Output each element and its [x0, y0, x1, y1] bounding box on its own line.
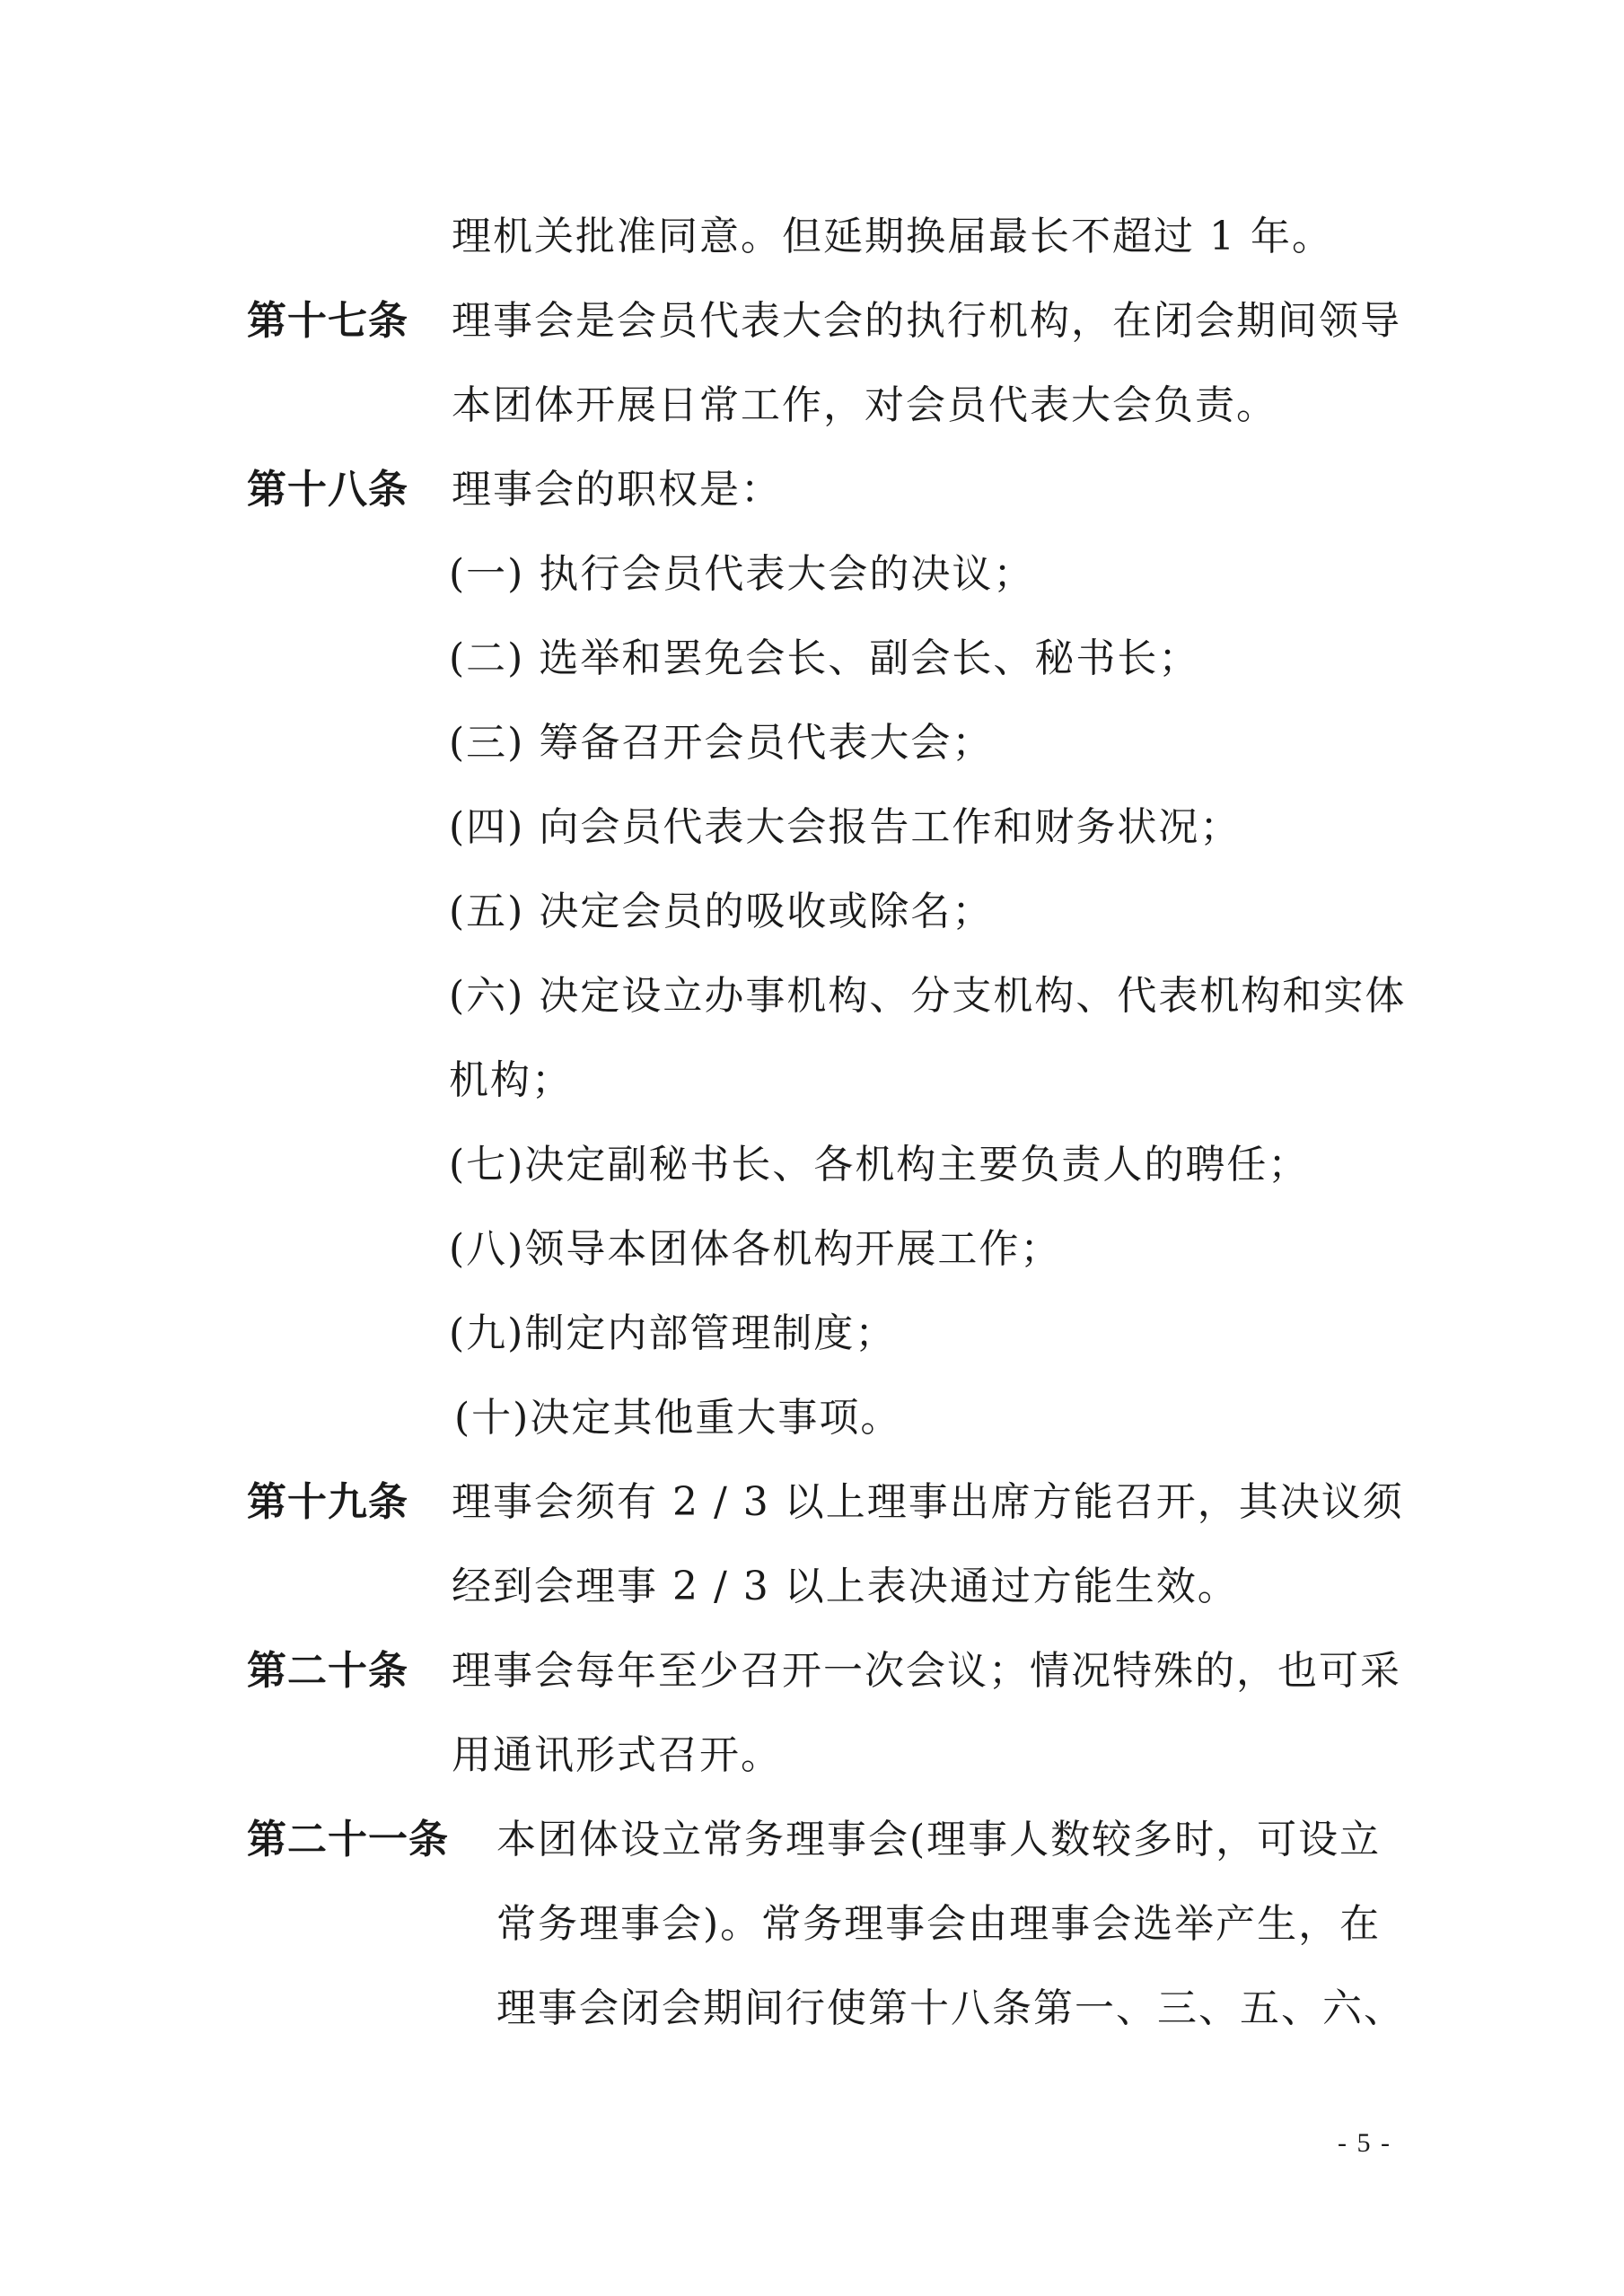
article-19-line-2: 经到会理事 2 / 3 以上表决通过方能生效。: [452, 1564, 1239, 1609]
article-18-item: (十)决定其他重大事项。: [454, 1395, 902, 1441]
article-17-line-1: 理事会是会员代表大会的执行机构，在闭会期间领导: [452, 298, 1401, 344]
article-19-label: 第十九条: [247, 1479, 408, 1525]
article-19-line-1: 理事会须有 2 / 3 以上理事出席方能召开，其决议须: [452, 1479, 1404, 1525]
article-18-intro: 理事会的职权是：: [452, 467, 782, 513]
article-18-item-continued: 机构；: [449, 1057, 573, 1103]
article-18-item: (二) 选举和罢免会长、副会长、秘书长；: [449, 635, 1200, 681]
article-18-item: (五) 决定会员的吸收或除名；: [449, 889, 994, 934]
continuation-line: 理机关批准同意。但延期换届最长不超过 1 年。: [452, 214, 1333, 259]
article-20-label: 第二十条: [247, 1648, 408, 1694]
article-18-item: (七)决定副秘书长、各机构主要负责人的聘任；: [449, 1142, 1310, 1187]
article-18-item: (六) 决定设立办事机构、分支机构、代表机构和实体: [449, 973, 1407, 1019]
article-21-line-3: 理事会闭会期间行使第十八条第一、三、五、六、: [496, 1985, 1405, 2031]
page-number: - 5 -: [1338, 2128, 1391, 2158]
article-20-line-2: 用通讯形式召开。: [452, 1732, 782, 1778]
article-21-line-1: 本团体设立常务理事会(理事人数较多时，可设立: [496, 1817, 1382, 1862]
article-17-line-2: 本团体开展日常工作，对会员代表大会负责。: [452, 382, 1277, 428]
article-18-item: (四) 向会员代表大会报告工作和财务状况；: [449, 804, 1242, 850]
article-18-item: (一) 执行会员代表大会的决议；: [449, 551, 1035, 597]
article-17-label: 第十七条: [247, 298, 408, 344]
article-18-item: (三) 筹备召开会员代表大会；: [449, 720, 994, 766]
article-21-label: 第二十一条: [247, 1817, 449, 1862]
article-21-line-2: 常务理事会)。常务理事会由理事会选举产生，在: [496, 1901, 1382, 1947]
article-20-line-1: 理事会每年至少召开一次会议；情况特殊的，也可采: [452, 1648, 1401, 1694]
article-18-label: 第十八条: [247, 467, 408, 513]
article-18-item: (八)领导本团体各机构开展工作；: [449, 1226, 1062, 1272]
article-18-item: (九)制定内部管理制度；: [449, 1310, 897, 1356]
